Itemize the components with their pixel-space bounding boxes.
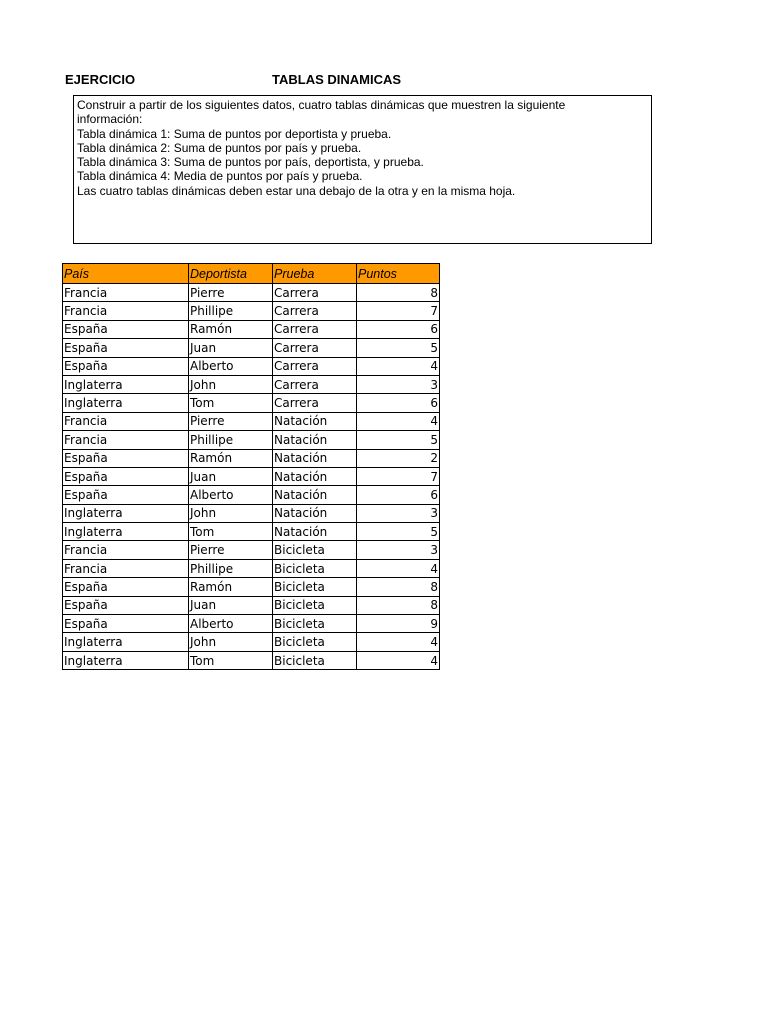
cell-puntos[interactable]: 4 — [357, 357, 440, 375]
table-row — [63, 431, 440, 449]
cell-deportista[interactable]: Alberto — [189, 357, 273, 375]
cell-deportista[interactable]: Phillipe — [189, 302, 273, 320]
cell-deportista[interactable]: Alberto — [189, 615, 273, 633]
cell-prueba[interactable]: Bicicleta — [273, 596, 357, 614]
table-row — [63, 578, 440, 596]
cell-pais[interactable]: Inglaterra — [63, 651, 189, 669]
cell-puntos[interactable]: 7 — [357, 302, 440, 320]
cell-puntos[interactable]: 5 — [357, 523, 440, 541]
instruction-line: Tabla dinámica 2: Suma de puntos por país y prueba. — [77, 140, 362, 155]
instruction-line: Tabla dinámica 1: Suma de puntos por deportista y prueba. — [77, 126, 392, 141]
column-header-prueba[interactable]: Prueba — [273, 264, 357, 284]
cell-deportista[interactable]: Juan — [189, 339, 273, 357]
cell-pais[interactable]: Francia — [63, 431, 189, 449]
cell-pais[interactable]: España — [63, 578, 189, 596]
column-header-pais[interactable]: País — [63, 264, 189, 284]
cell-deportista[interactable]: Pierre — [189, 284, 273, 302]
cell-pais[interactable]: Francia — [63, 412, 189, 430]
cell-pais[interactable]: España — [63, 320, 189, 338]
cell-pais[interactable]: España — [63, 449, 189, 467]
cell-prueba[interactable]: Natación — [273, 504, 357, 522]
cell-puntos[interactable]: 4 — [357, 651, 440, 669]
table-row — [63, 559, 440, 577]
cell-deportista[interactable]: Alberto — [189, 486, 273, 504]
table-row — [63, 302, 440, 320]
instructions-box — [73, 95, 652, 244]
table-row — [63, 651, 440, 669]
cell-prueba[interactable]: Carrera — [273, 357, 357, 375]
cell-pais[interactable]: Inglaterra — [63, 633, 189, 651]
cell-deportista[interactable]: John — [189, 504, 273, 522]
cell-pais[interactable]: España — [63, 486, 189, 504]
cell-prueba[interactable]: Carrera — [273, 284, 357, 302]
cell-pais[interactable]: Francia — [63, 559, 189, 577]
cell-deportista[interactable]: Tom — [189, 651, 273, 669]
cell-deportista[interactable]: Ramón — [189, 320, 273, 338]
cell-puntos[interactable]: 4 — [357, 412, 440, 430]
cell-deportista[interactable]: John — [189, 375, 273, 393]
table-row — [63, 596, 440, 614]
cell-pais[interactable]: España — [63, 615, 189, 633]
cell-prueba[interactable]: Natación — [273, 467, 357, 485]
instruction-line: Construir a partir de los siguientes datos, cuatro tablas dinámicas que muestren la siguiente — [77, 98, 566, 112]
cell-puntos[interactable]: 4 — [357, 559, 440, 577]
cell-puntos[interactable]: 6 — [357, 486, 440, 504]
cell-prueba[interactable]: Natación — [273, 412, 357, 430]
column-header-puntos[interactable]: Puntos — [357, 264, 440, 284]
cell-pais[interactable]: Francia — [63, 302, 189, 320]
cell-puntos[interactable]: 5 — [357, 339, 440, 357]
cell-puntos[interactable]: 5 — [357, 431, 440, 449]
cell-deportista[interactable]: Pierre — [189, 541, 273, 559]
cell-pais[interactable]: España — [63, 357, 189, 375]
cell-pais[interactable]: Inglaterra — [63, 523, 189, 541]
instruction-line: Tabla dinámica 4: Media de puntos por país y prueba. — [77, 169, 363, 184]
cell-prueba[interactable]: Carrera — [273, 302, 357, 320]
table-row — [63, 541, 440, 559]
instruction-line: información: — [77, 112, 143, 127]
table-row — [63, 284, 440, 302]
table-header-row — [63, 264, 440, 284]
cell-pais[interactable]: Inglaterra — [63, 394, 189, 412]
cell-puntos[interactable]: 7 — [357, 467, 440, 485]
cell-prueba[interactable]: Carrera — [273, 339, 357, 357]
instruction-line: Las cuatro tablas dinámicas deben estar una debajo de la otra y en la misma hoja. — [77, 183, 516, 198]
table-body — [63, 284, 440, 670]
cell-puntos[interactable]: 4 — [357, 633, 440, 651]
cell-deportista[interactable]: Ramón — [189, 449, 273, 467]
table-row — [63, 320, 440, 338]
cell-deportista[interactable]: Juan — [189, 467, 273, 485]
cell-prueba[interactable]: Bicicleta — [273, 541, 357, 559]
table-row — [63, 357, 440, 375]
cell-prueba[interactable]: Bicicleta — [273, 633, 357, 651]
cell-pais[interactable]: Inglaterra — [63, 504, 189, 522]
cell-deportista[interactable]: Pierre — [189, 412, 273, 430]
table-row — [63, 467, 440, 485]
cell-puntos[interactable]: 8 — [357, 596, 440, 614]
cell-prueba[interactable]: Bicicleta — [273, 559, 357, 577]
cell-puntos[interactable]: 3 — [357, 375, 440, 393]
cell-puntos[interactable]: 2 — [357, 449, 440, 467]
cell-deportista[interactable]: Phillipe — [189, 559, 273, 577]
table-row — [63, 523, 440, 541]
cell-deportista[interactable]: John — [189, 633, 273, 651]
column-header-deportista[interactable]: Deportista — [189, 264, 273, 284]
cell-deportista[interactable]: Ramón — [189, 578, 273, 596]
table-row — [63, 375, 440, 393]
cell-deportista[interactable]: Juan — [189, 596, 273, 614]
cell-prueba[interactable]: Natación — [273, 523, 357, 541]
cell-pais[interactable]: España — [63, 467, 189, 485]
cell-puntos[interactable]: 6 — [357, 320, 440, 338]
cell-pais[interactable]: España — [63, 596, 189, 614]
table-row — [63, 412, 440, 430]
cell-prueba[interactable]: Natación — [273, 449, 357, 467]
cell-deportista[interactable]: Phillipe — [189, 431, 273, 449]
data-table — [62, 263, 440, 670]
cell-puntos[interactable]: 6 — [357, 394, 440, 412]
page-title: TABLAS DINAMICAS — [272, 72, 402, 87]
cell-prueba[interactable]: Natación — [273, 431, 357, 449]
table-row — [63, 449, 440, 467]
cell-puntos[interactable]: 8 — [357, 578, 440, 596]
cell-pais[interactable]: Francia — [63, 541, 189, 559]
cell-deportista[interactable]: Tom — [189, 394, 273, 412]
cell-prueba[interactable]: Carrera — [273, 394, 357, 412]
cell-prueba[interactable]: Bicicleta — [273, 651, 357, 669]
cell-prueba[interactable]: Bicicleta — [273, 615, 357, 633]
instruction-line: Tabla dinámica 3: Suma de puntos por país, deportista, y prueba. — [77, 155, 424, 170]
cell-puntos[interactable]: 3 — [357, 541, 440, 559]
cell-puntos[interactable]: 3 — [357, 504, 440, 522]
cell-pais[interactable]: Francia — [63, 284, 189, 302]
cell-prueba[interactable]: Carrera — [273, 375, 357, 393]
cell-prueba[interactable]: Natación — [273, 486, 357, 504]
table-row — [63, 339, 440, 357]
cell-puntos[interactable]: 9 — [357, 615, 440, 633]
cell-pais[interactable]: España — [63, 339, 189, 357]
table-row — [63, 615, 440, 633]
cell-pais[interactable]: Inglaterra — [63, 375, 189, 393]
exercise-label: EJERCICIO — [65, 72, 136, 87]
table-row — [63, 633, 440, 651]
cell-prueba[interactable]: Carrera — [273, 320, 357, 338]
cell-deportista[interactable]: Tom — [189, 523, 273, 541]
table-row — [63, 394, 440, 412]
cell-puntos[interactable]: 8 — [357, 284, 440, 302]
cell-prueba[interactable]: Bicicleta — [273, 578, 357, 596]
table-row — [63, 486, 440, 504]
table-row — [63, 504, 440, 522]
